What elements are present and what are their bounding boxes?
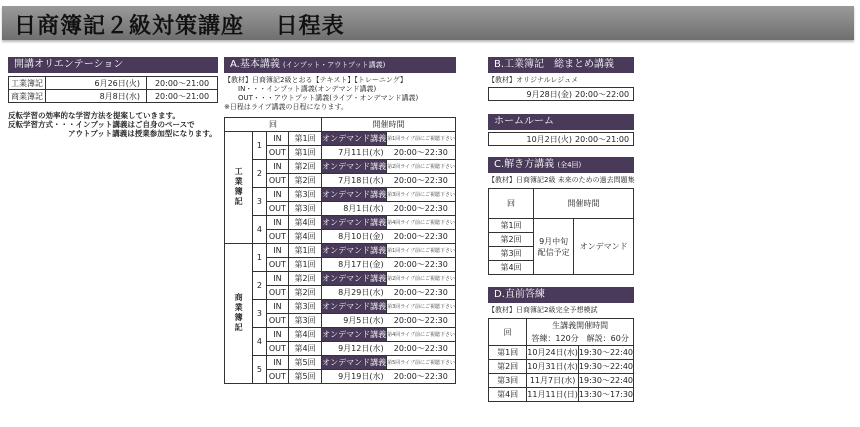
table-row [225, 244, 456, 258]
live-date: 8月29日(水) [322, 286, 387, 300]
in-label: IN [266, 188, 288, 202]
live-time: 20:00〜22:30 [387, 370, 456, 384]
solving-ondemand: オンデマンド [574, 219, 634, 275]
basic-note: 【教材】日商簿記2級とおる【テキスト】【トレーニング】 [224, 76, 407, 84]
out-session: 第1回 [289, 258, 322, 272]
final-time: 13:30〜17:30 [578, 388, 633, 402]
title-banner [2, 6, 854, 40]
page-title: 日商簿記２級対策講座 日程表 [14, 14, 345, 39]
out-label: OUT [266, 314, 288, 328]
final-header: D.直前答練 [488, 287, 634, 303]
session-number: 3 [253, 300, 267, 328]
final-table [488, 318, 634, 402]
ondemand-badge: オンデマンド講義 [322, 160, 387, 174]
column-header-session: 回 [489, 319, 527, 346]
live-date: 8月1日(水) [322, 202, 387, 216]
table-row [489, 374, 634, 388]
basic-note: IN・・・インプット講義(オンデマンド講義) [238, 85, 377, 93]
group-label: 商業簿記 [234, 292, 244, 333]
basic-section [224, 57, 456, 384]
ondemand-badge: オンデマンド講義 [322, 132, 387, 146]
table-row [489, 133, 634, 146]
ondemand-badge: オンデマンド講義 [322, 272, 387, 286]
live-time: 20:00〜22:30 [387, 258, 456, 272]
session-number: 1 [253, 244, 267, 272]
table-header-row [489, 189, 634, 219]
ondemand-badge: オンデマンド講義 [322, 216, 387, 230]
final-time: 19:30〜22:40 [578, 374, 633, 388]
summary-time: 20:00〜22:00 [575, 88, 634, 101]
column-header-time: 生講義開催時間 [527, 319, 634, 333]
live-date: 7月11日(水) [322, 146, 387, 160]
solving-session: 第1回 [489, 219, 534, 233]
live-date: 8月17日(金) [322, 258, 387, 272]
final-session: 第2回 [489, 360, 527, 374]
in-note: 第2回ライブ前にご視聴下さい [387, 160, 456, 174]
in-note: 第1回ライブ前にご視聴下さい [387, 244, 456, 258]
out-label: OUT [266, 286, 288, 300]
table-row [489, 388, 634, 402]
ondemand-badge: オンデマンド講義 [322, 244, 387, 258]
solving-header-sub: (全4回) [557, 161, 582, 169]
basic-notes [224, 76, 456, 112]
final-date: 11月7日(水) [527, 374, 579, 388]
table-row [489, 219, 634, 233]
table-row [489, 88, 634, 101]
ondemand-badge: オンデマンド講義 [322, 300, 387, 314]
solving-note: 【教材】日商簿記2級 未来のための過去問題集 [488, 176, 635, 184]
live-time: 20:00〜22:30 [387, 314, 456, 328]
table-row [225, 272, 456, 286]
live-time: 20:00〜22:30 [387, 230, 456, 244]
in-note: 第4回ライブ前にご視聴下さい [387, 216, 456, 230]
in-session: 第4回 [289, 328, 322, 342]
out-session: 第1回 [289, 146, 322, 160]
orientation-note: アウトプット講義は授業参加型になります。 [68, 129, 217, 138]
out-label: OUT [266, 202, 288, 216]
group-label-cell [225, 244, 253, 384]
in-label: IN [266, 132, 288, 146]
table-header-row [489, 319, 634, 333]
orientation-date: 8月8日(水) [46, 90, 147, 103]
final-session: 第1回 [489, 346, 527, 360]
out-label: OUT [266, 174, 288, 188]
orientation-note: 反転学習の効率的な学習方法を提案していきます。 [8, 111, 180, 120]
in-label: IN [266, 356, 288, 370]
out-session: 第4回 [289, 342, 322, 356]
orientation-label: 工業簿記 [9, 77, 46, 90]
orientation-header: 開講オリエンテーション [8, 57, 218, 73]
out-session: 第3回 [289, 202, 322, 216]
table-row [9, 90, 218, 103]
live-date: 8月10日(金) [322, 230, 387, 244]
in-session: 第5回 [289, 356, 322, 370]
final-session: 第3回 [489, 374, 527, 388]
group-label-cell [225, 132, 253, 244]
in-note: 第1回ライブ前にご視聴下さい [387, 132, 456, 146]
table-row [225, 160, 456, 174]
homeroom-table [488, 132, 634, 146]
in-label: IN [266, 328, 288, 342]
orientation-time: 20:00〜21:00 [147, 90, 218, 103]
column-header-detail: 答練：120分 解説：60分 [527, 333, 634, 346]
in-label: IN [266, 160, 288, 174]
in-note: 第3回ライブ前にご視聴下さい [387, 300, 456, 314]
table-row [225, 356, 456, 370]
solving-header [488, 157, 634, 173]
session-number: 4 [253, 328, 267, 356]
orientation-table [8, 76, 218, 103]
solving-section [488, 157, 634, 275]
in-label: IN [266, 216, 288, 230]
out-label: OUT [266, 370, 288, 384]
homeroom-header: ホームルーム [488, 114, 634, 130]
basic-table [224, 117, 456, 384]
solving-schedule-line: 配信予定 [537, 247, 570, 257]
final-time: 19:30〜22:40 [578, 360, 633, 374]
final-time: 19:30〜22:40 [578, 346, 633, 360]
table-header-row [225, 118, 456, 132]
in-note: 第4回ライブ前にご視聴下さい [387, 328, 456, 342]
column-header-session: 回 [489, 189, 534, 219]
ondemand-badge: オンデマンド講義 [322, 188, 387, 202]
in-label: IN [266, 244, 288, 258]
session-number: 1 [253, 132, 267, 160]
live-time: 20:00〜22:30 [387, 174, 456, 188]
summary-header: B.工業簿記 総まとめ講義 [488, 57, 634, 73]
out-label: OUT [266, 342, 288, 356]
table-row [225, 328, 456, 342]
in-label: IN [266, 300, 288, 314]
final-section [488, 287, 634, 402]
basic-note: OUT・・・アウトプット講義(ライブ・オンデマンド講義) [238, 94, 419, 102]
final-date: 10月24日(水) [527, 346, 579, 360]
session-number: 2 [253, 160, 267, 188]
live-time: 20:00〜22:30 [387, 286, 456, 300]
final-date: 10月31日(水) [527, 360, 579, 374]
out-label: OUT [266, 230, 288, 244]
orientation-label: 商業簿記 [9, 90, 46, 103]
table-row [225, 300, 456, 314]
final-session: 第4回 [489, 388, 527, 402]
out-session: 第4回 [289, 230, 322, 244]
table-row [9, 77, 218, 90]
basic-header-title: A.基本講義 [230, 59, 280, 70]
solving-header-title: C.解き方講義 [494, 159, 555, 170]
session-number: 5 [253, 356, 267, 384]
table-row [225, 132, 456, 146]
out-label: OUT [266, 258, 288, 272]
in-note: 第5回ライブ前にご視聴下さい [387, 356, 456, 370]
final-note: 【教材】日商簿記2級完全予想模試 [488, 306, 598, 314]
column-header-session: 回 [225, 118, 322, 132]
live-time: 20:00〜22:30 [387, 146, 456, 160]
live-time: 20:00〜22:30 [387, 342, 456, 356]
homeroom-section [488, 114, 634, 146]
summary-table [488, 87, 634, 101]
solving-session: 第2回 [489, 233, 534, 247]
live-date: 7月18日(水) [322, 174, 387, 188]
live-date: 9月5日(水) [322, 314, 387, 328]
basic-note: ※日程はライブ講義の日程になります。 [224, 103, 348, 111]
solving-table [488, 188, 634, 275]
in-note: 第2回ライブ前にご視聴下さい [387, 272, 456, 286]
out-label: OUT [266, 146, 288, 160]
orientation-section [8, 57, 218, 138]
session-number: 3 [253, 188, 267, 216]
live-date: 9月12日(水) [322, 342, 387, 356]
table-row [225, 216, 456, 230]
in-session: 第2回 [289, 160, 322, 174]
column-header-time: 開催時間 [322, 118, 456, 132]
ondemand-badge: オンデマンド講義 [322, 356, 387, 370]
live-date: 9月19日(水) [322, 370, 387, 384]
column-header-time: 開催時間 [534, 189, 634, 219]
in-label: IN [266, 272, 288, 286]
out-session: 第2回 [289, 286, 322, 300]
summary-date: 9月28日(金) [489, 88, 576, 101]
orientation-notes [8, 111, 218, 138]
solving-session: 第3回 [489, 247, 534, 261]
solving-schedule-line: 9月中旬 [539, 236, 569, 246]
in-session: 第3回 [289, 188, 322, 202]
in-note: 第3回ライブ前にご視聴下さい [387, 188, 456, 202]
solving-schedule [534, 219, 574, 275]
orientation-note: 反転学習方式・・・インプット講義はご自身のペースで [8, 120, 195, 129]
final-date: 11月11日(日) [527, 388, 579, 402]
in-session: 第1回 [289, 132, 322, 146]
ondemand-badge: オンデマンド講義 [322, 328, 387, 342]
table-row [489, 346, 634, 360]
homeroom-time: 20:00〜21:00 [575, 133, 634, 146]
session-number: 4 [253, 216, 267, 244]
basic-header [224, 57, 456, 73]
out-session: 第5回 [289, 370, 322, 384]
basic-header-sub: (インプット・アウトプット講義) [283, 61, 386, 69]
orientation-time: 20:00〜21:00 [147, 77, 218, 90]
summary-section [488, 57, 634, 101]
group-label: 工業簿記 [234, 166, 244, 207]
solving-session: 第4回 [489, 261, 534, 275]
in-session: 第3回 [289, 300, 322, 314]
session-number: 2 [253, 272, 267, 300]
homeroom-date: 10月2日(火) [489, 133, 576, 146]
in-session: 第1回 [289, 244, 322, 258]
orientation-date: 6月26日(火) [46, 77, 147, 90]
table-row [489, 360, 634, 374]
table-row [225, 188, 456, 202]
in-session: 第2回 [289, 272, 322, 286]
summary-note: 【教材】オリジナルレジュメ [488, 76, 579, 84]
in-session: 第4回 [289, 216, 322, 230]
live-time: 20:00〜22:30 [387, 202, 456, 216]
out-session: 第3回 [289, 314, 322, 328]
out-session: 第2回 [289, 174, 322, 188]
